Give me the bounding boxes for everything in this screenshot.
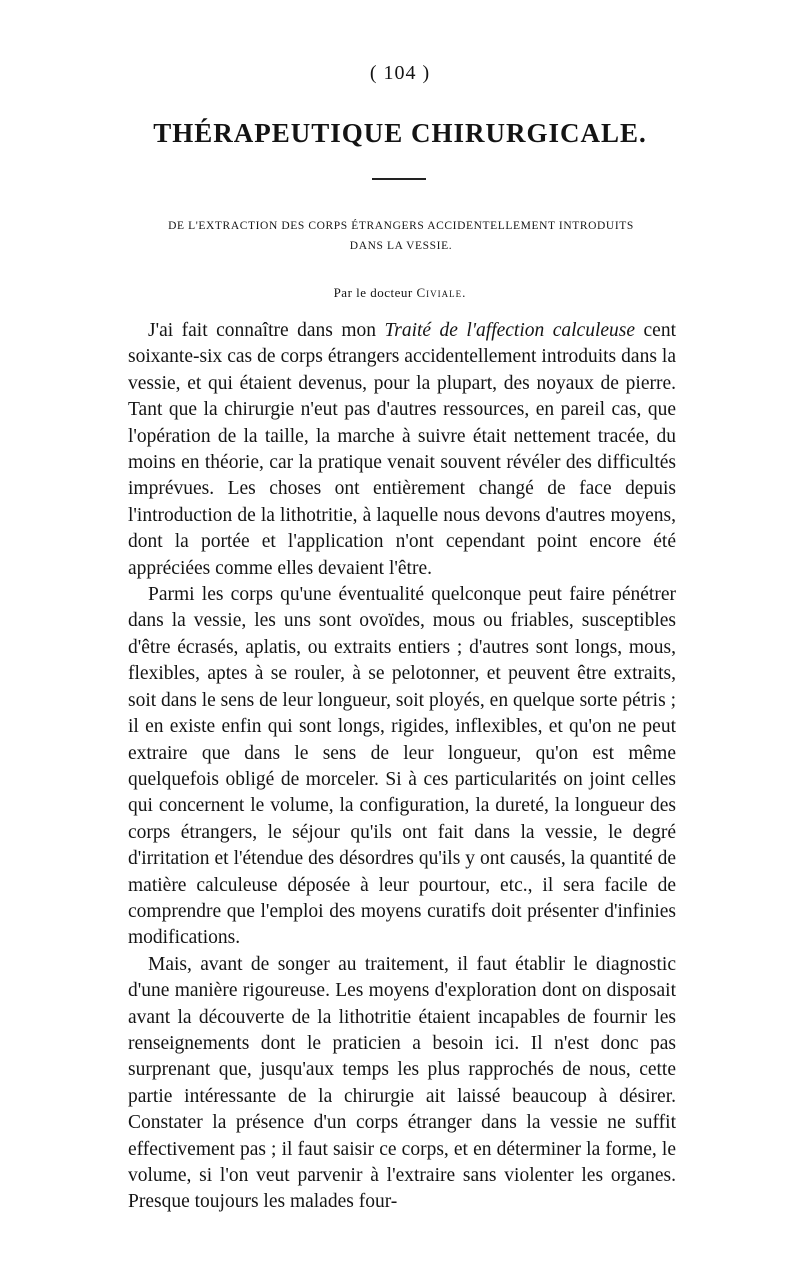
paragraph-1-rest: cent soixante-six cas de corps étrangers accidentellement introduits dans la vessie, et qui étaient devenus, pour la plupart, des noyaux de pierre. Tant que la chirurgie n'eut pas d'autres ressources, en pareil cas, que l'opération de la taille, la marche à suivre était nettement tracée, du moins en théorie, car la pratique venait souvent révéler des difficultés imprévues. Les choses ont entièrement changé de face depuis l'introduction de la lithotritie, à laquelle nous devons d'autres moyens, dont la portée et l'application n'ont cependant point encore été appréciées comme elles devaient l'être. [128, 320, 676, 579]
book-title-reference: Traité de l'affection calculeuse [384, 320, 636, 341]
page-title: THÉRAPEUTIQUE CHIRURGICALE. [153, 118, 647, 148]
author-prefix: Par le docteur [333, 285, 413, 300]
paragraph-3: Mais, avant de songer au traitement, il faut établir le diagnostic d'une manière rigoureuse. Les moyens d'exploration dont on disposait avant la découverte de la lithotritie étaient incapables de fournir les renseignements dont le praticien a besoin ici. Il n'est donc pas surprenant que, jusqu'aux temps les plus rapprochés de nous, cette partie intéressante de la chirurgie ait laissé beaucoup à désirer. Constater la présence d'un corps étranger dans la vessie ne suffit effectivement pas ; il faut saisir ce corps, et en déterminer la forme, le volume, si l'on veut parvenir à l'extraire sans violenter les organes. Presque toujours les malades four- [128, 953, 676, 1213]
page-number: ( 104 ) [369, 62, 431, 84]
author-name: Civiale. [416, 285, 467, 300]
paragraph-2: Parmi les corps qu'une éventualité quelconque peut faire pénétrer dans la vessie, les uns sont ovoïdes, mous ou friables, susceptibles d'être écrasés, aplatis, ou extraits entiers ; d'autres sont longs, mous, flexibles, aptes à se rouler, à se pelotonner, et peuvent être extraits, soit dans le sens de leur longueur, soit ployés, en quelque sorte pétris ; il en existe enfin qui sont longs, rigides, inflexibles, et qu'on ne peut extraire que dans le sens de leur longueur, qu'on est même quelquefois obligé de morceler. Si à ces particularités on joint celles qui concernent le volume, la configuration, la dureté, la longueur des corps étrangers, le séjour qu'ils ont fait dans la vessie, le degré d'irritation et l'étendue des désordres qu'ils y ont causés, la quantité de matière calculeuse déposée à leur pourtour, etc., il sera facile de comprendre que l'emploi des moyens curatifs doit présenter d'infinies modifications. [128, 584, 676, 949]
subtitle-line-1: DE L'EXTRACTION DES CORPS ÉTRANGERS ACCIDENTELLEMENT INTRODUITS [168, 220, 634, 232]
article-subtitle [126, 216, 676, 256]
author-byline [0, 285, 800, 301]
paragraph-1 [128, 318, 676, 582]
subtitle-line-2: DANS LA VESSIE. [349, 240, 453, 252]
article-body [128, 318, 676, 1216]
paragraph-1-start: J'ai fait connaître dans mon [148, 320, 385, 341]
title-divider [372, 178, 426, 180]
